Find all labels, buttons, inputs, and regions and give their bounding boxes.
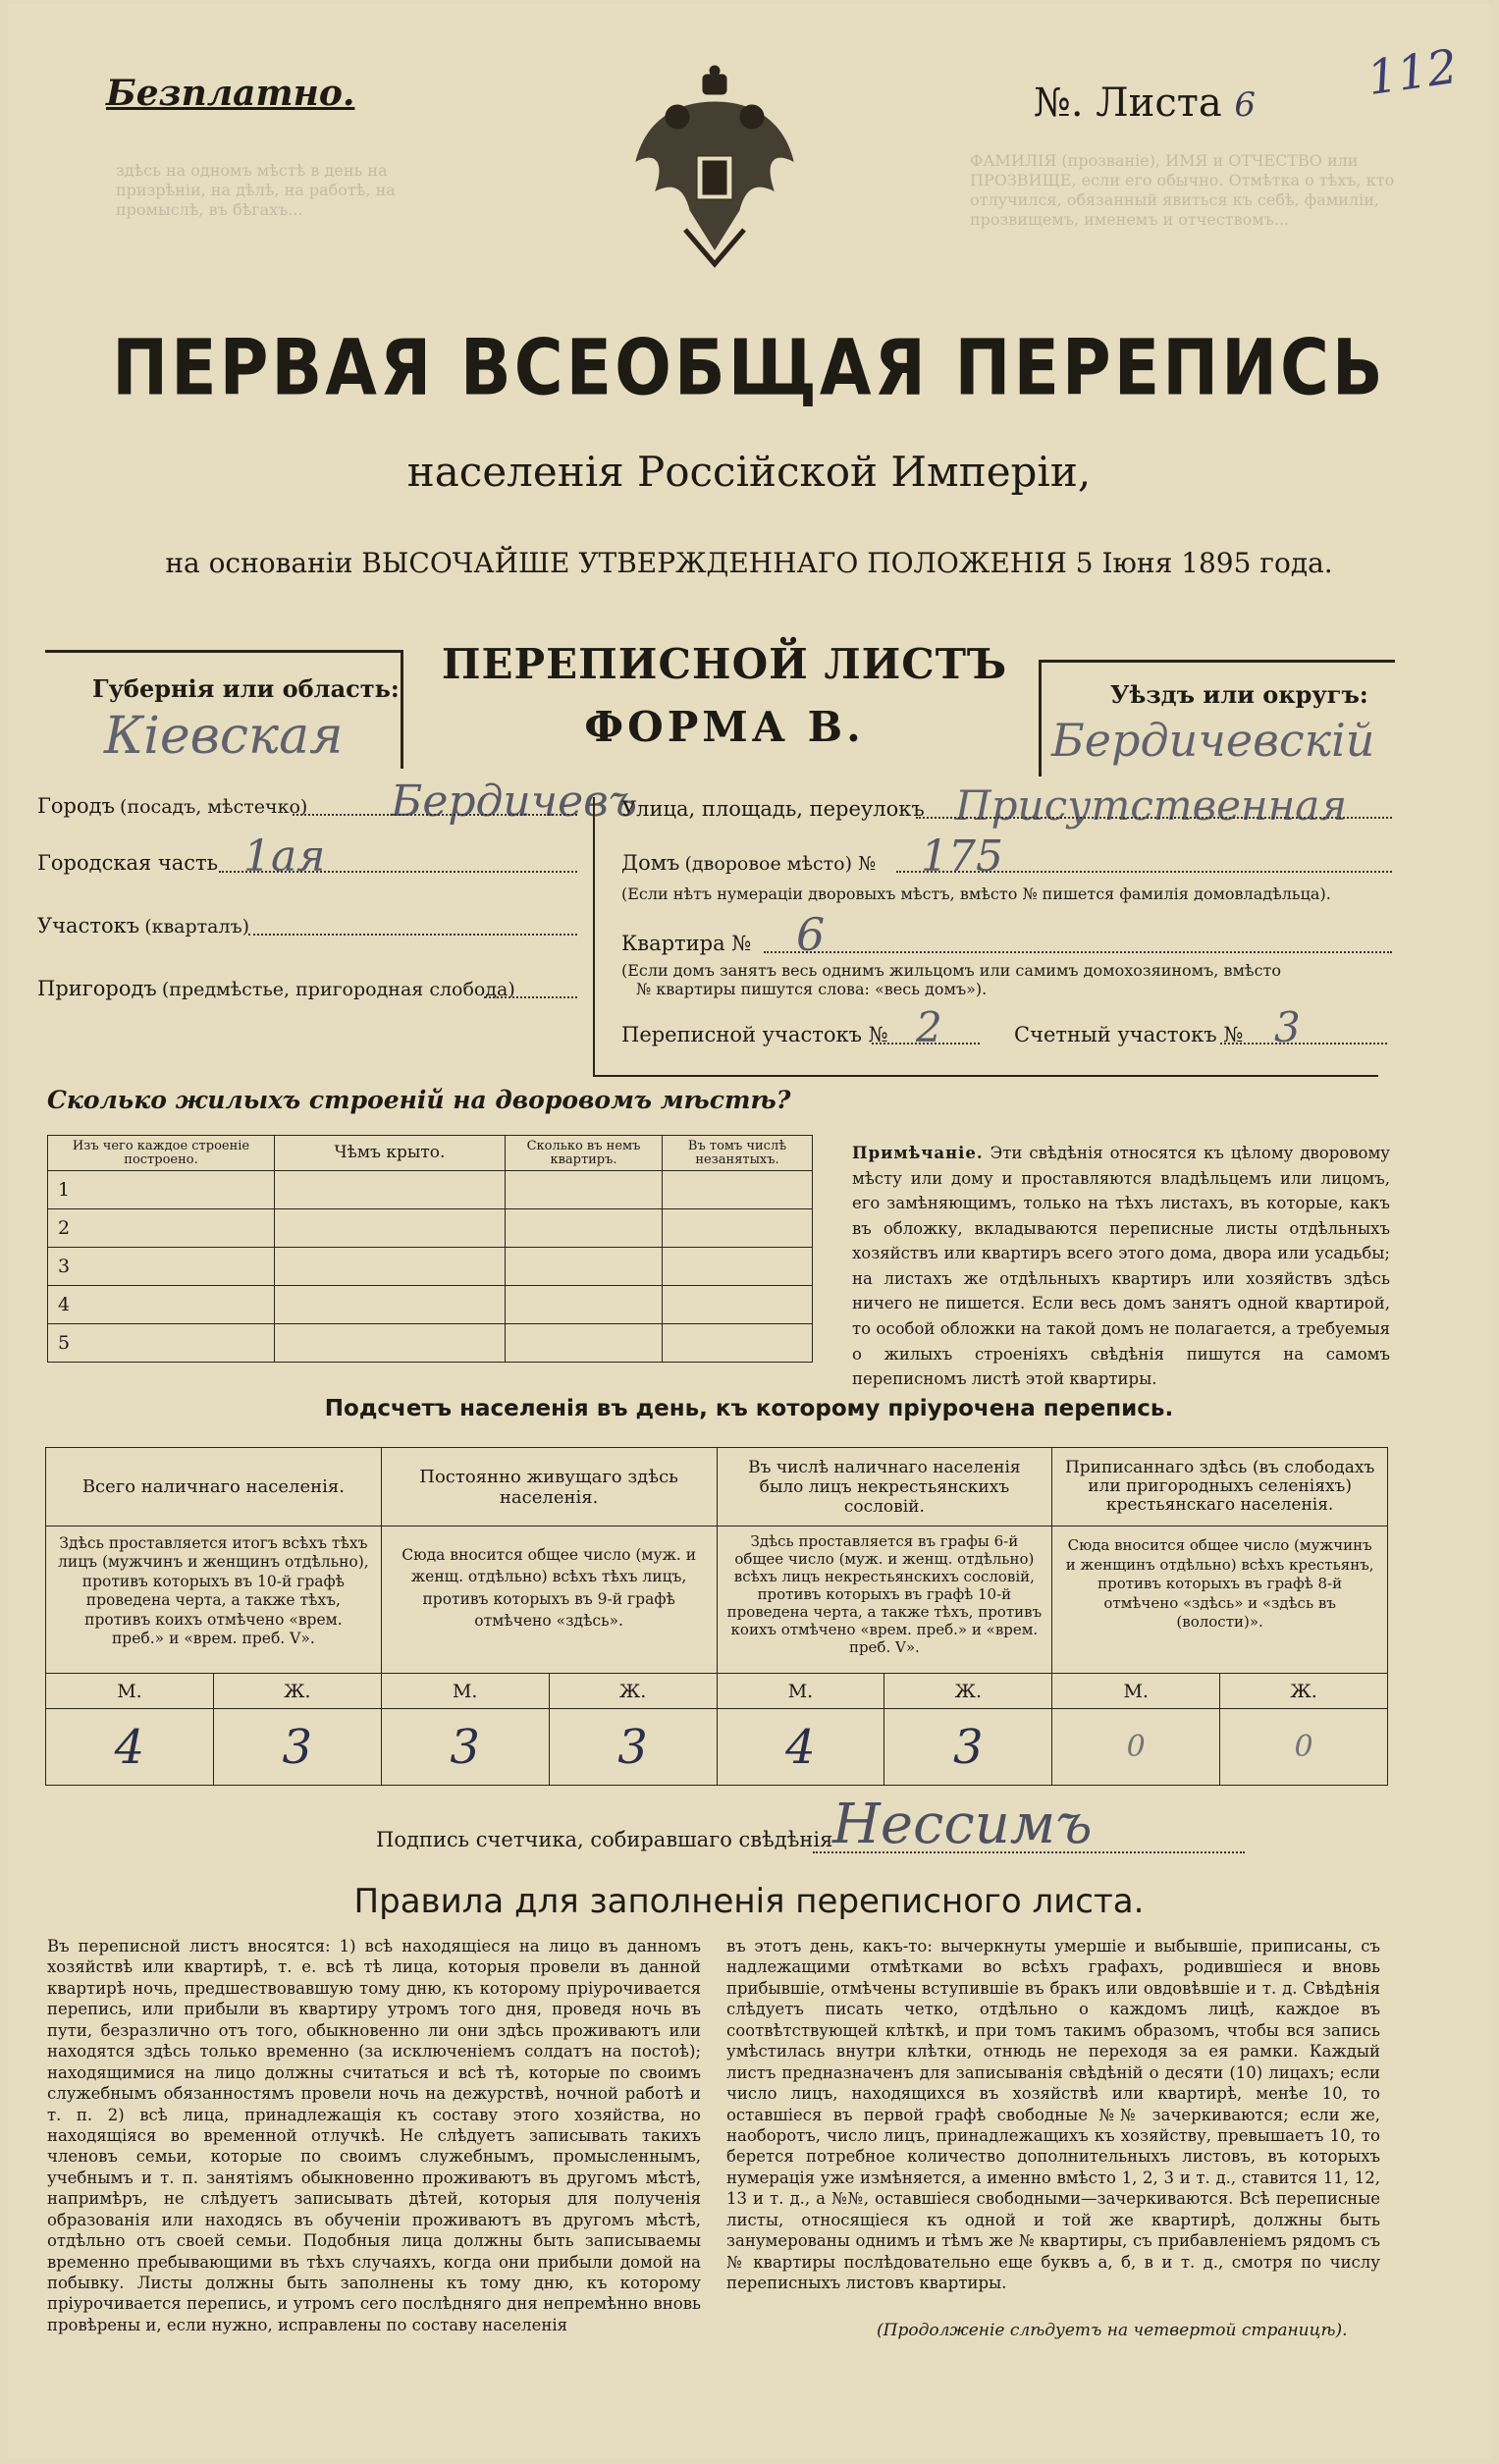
province-value: Кіевская: [104, 707, 344, 766]
archive-number: 112: [1364, 38, 1462, 107]
nonpeasant-male-value: 4: [717, 1709, 884, 1786]
address-divider: [593, 797, 595, 1075]
nonpeasant-female-value: 3: [884, 1709, 1052, 1786]
tally-title: Подсчетъ населенія въ день, къ которому пріурочена перепись.: [324, 1396, 1174, 1421]
subtitle: населенія Россійской Имперіи,: [406, 448, 1092, 496]
street-row: Улица, площадь, переулокъ Присутственная: [621, 797, 1392, 851]
buildings-question: Сколько жилыхъ строеній на дворовомъ мѣстѣ?: [47, 1086, 791, 1114]
basis-line: на основаніи ВЫСОЧАЙШЕ УТВЕРЖДЕННАГО ПОЛОЖЕНІЯ 5 Іюня 1895 года.: [165, 547, 1333, 579]
double-headed-eagle-icon: [616, 63, 813, 269]
district-value: Бердичевскій: [1051, 714, 1375, 767]
sheet-number-label: №. Листа 6: [1034, 80, 1257, 126]
bleed-through-text: ФАМИЛІЯ (прозваніе), ИМЯ и ОТЧЕСТВО или ПРОЗВИЩЕ, если его обычно. Отмѣтка о тѣхъ, кто отлучился, обязанный явиться къ себѣ, фамиліи, прозвищемъ, именемъ и отчествомъ...: [970, 151, 1395, 229]
peasant-female-value: 0: [1220, 1709, 1388, 1786]
house-note: (Если нѣтъ нумераціи дворовыхъ мѣстъ, вмѣсто № пишется фамилія домовладѣльца).: [621, 884, 1331, 903]
main-title: ПЕРВАЯ ВСЕОБЩАЯ ПЕРЕПИСЬ: [112, 324, 1386, 413]
form-label: ФОРМА В.: [584, 703, 865, 751]
sheet-number-value: 6: [1234, 85, 1257, 125]
signature-label: Подпись счетчика, собиравшаго свѣдѣнія: [376, 1828, 833, 1851]
buildings-table: Изъ чего каждое строеніе построено. Чѣмъ крыто. Сколько въ немъ квартиръ. Въ томъ числѣ незанятыхъ. 1 2 3 4 5: [47, 1135, 813, 1363]
total-female-value: 3: [213, 1709, 381, 1786]
sheet-title: ПЕРЕПИСНОЙ ЛИСТЪ: [441, 640, 1008, 688]
district-label: Уѣздъ или округъ:: [1110, 680, 1368, 709]
buildings-note: Примѣчаніе. Эти свѣдѣнія относятся къ цѣлому дворовому мѣсту или дому и проставляются владѣльцемъ или лицомъ, его замѣняющимъ, только на тѣхъ листахъ, въ которые, какъ въ обложку, вкладываются переписные листы отдѣльныхъ хозяйствъ или квартиръ всего этого дома, двора или усадьбы; на листахъ же отдѣльныхъ квартиръ или хозяйствъ здѣсь ничего не пишется. Если весь домъ занятъ одной квартирой, то особой обложки на такой домъ не полагается, а требуемыя о жилыхъ строеніяхъ свѣдѣнія пишутся на самомъ переписномъ листѣ этой квартиры.: [852, 1144, 1390, 1389]
census-area-row: Переписной участокъ № 2 Счетный участокъ № 3: [621, 1023, 1392, 1062]
apartment-row: Квартира № 6: [621, 932, 1392, 961]
bleed-through-text-left: здѣсь на одномъ мѣстѣ в день на призрѣніи, на дѣлѣ, на работѣ, на промыслѣ, въ бѣгахъ...: [116, 161, 396, 219]
tally-table: Всего наличнаго населенія. Постоянно живущаго здѣсь населенія. Въ числѣ наличнаго населенія было лицъ некрестьянскихъ сословій. Приписаннаго здѣсь (въ слободахъ или пригородныхъ селеніяхъ) крестьянскаго населенія. Здѣсь проставляется итогъ всѣхъ тѣхъ лицъ (мужчинъ и женщинъ отдѣльно), противъ которыхъ въ 10-й графѣ проведена черта, а также тѣхъ, противъ коихъ отмѣчено «врем. преб.» и «врем. преб. V». Сюда вносится общее число (муж. и женщ. отдѣльно) всѣхъ тѣхъ лицъ, противъ которыхъ въ 9-й графѣ отмѣчено «здѣсь». Здѣсь проставляется въ графы 6-й общее число (муж. и женщ. отдѣльно) всѣхъ лицъ некрестьянскихъ сословій, противъ которыхъ въ графѣ 10-й проведена черта, а также тѣхъ, противъ коихъ отмѣчено «врем. преб.» и «врем. преб. V». Сюда вносится общее число (мужчинъ и женщинъ отдѣльно) всѣхъ крестьянъ, противъ которыхъ въ графѣ 8-й отмѣчено «здѣсь» и «здѣсь въ (волости)». М. Ж. М. Ж. М. Ж. М. Ж. 4 3 3 3 4 3 0 0: [45, 1447, 1388, 1786]
address-bottom-line: [593, 1075, 1378, 1077]
city-row: Городъ (посадъ, мѣстечко) Бердичевъ: [37, 777, 638, 827]
free-label: Безплатно.: [106, 73, 355, 114]
resident-female-value: 3: [549, 1709, 717, 1786]
rules-left-column: Въ переписной листъ вносятся: 1) всѣ находящіеся на лицо въ данномъ хозяйствѣ или квартирѣ, т. е. всѣ тѣ лица, которыя провели въ данной квартирѣ ночь, предшествовавшую тому дню, къ которому пріурочивается перепись, или прибыли въ квартиру утромъ того дня, проведя ночь въ пути, безразлично отъ того, обыкновенно ли они здѣсь проживаютъ или находятся здѣсь только временно (за исключеніемъ солдатъ на постоѣ); находящимися на лицо должны считаться и всѣ тѣ, которые по своимъ служебнымъ обязанностямъ провели ночь на дежурствѣ, ночной работѣ и т. п. 2) всѣ лица, принадлежащія къ составу этого хозяйства, но находящіяся во временной отлучкѣ. Не слѣдуетъ записывать такихъ членовъ семьи, которые по своимъ служебнымъ, промысленнымъ, учебнымъ и т. п. занятіямъ обыкновенно проживаютъ въ другомъ мѣстѣ, напримѣръ, не слѣдуетъ записывать дѣтей, которыя для полученія образованія или находясь въ обученіи проживаютъ въ другомъ мѣстѣ, отдѣльно отъ своей семьи. Подобныя лица должны быть записываемы временно пребывающими въ тѣхъ случаяхъ, когда они прибыли домой на побывку. Листы должны быть заполнены къ тому дню, къ которому пріурочивается перепись, и утромъ сего послѣдняго дня непремѣнно вновь провѣрены и, если нужно, исправлены по составу населенія: [47, 1937, 701, 2334]
suburb-row: Пригородъ (предмѣстье, пригородная слобода): [37, 977, 577, 1026]
province-label: Губернія или область:: [92, 674, 400, 703]
address-right: [621, 781, 1392, 1062]
house-row: Домъ (дворовое мѣсто) № 175: [621, 851, 1392, 884]
city-part-row: Городская часть 1ая: [37, 851, 577, 914]
census-area-value: 2: [916, 1003, 942, 1051]
rules-continued: (Продолженіе слѣдуетъ на четвертой страницѣ).: [877, 2321, 1348, 2340]
section-row: Участокъ (кварталъ): [37, 914, 577, 977]
address-left: [37, 777, 638, 1026]
house-value: 175: [921, 831, 1003, 882]
enumerator-signature: Нессимъ: [832, 1793, 1093, 1856]
rules-title: Правила для заполненія переписного листа.: [353, 1882, 1145, 1921]
table-row: 2: [48, 1209, 813, 1248]
district-box: [1039, 660, 1395, 777]
province-box: [45, 650, 403, 769]
table-row: 4: [48, 1286, 813, 1324]
table-row: 3: [48, 1248, 813, 1286]
resident-male-value: 3: [381, 1709, 549, 1786]
total-male-value: 4: [46, 1709, 214, 1786]
peasant-male-value: 0: [1052, 1709, 1220, 1786]
table-row: 5: [48, 1324, 813, 1363]
census-sheet: [8, 4, 1490, 2458]
city-value: Бердичевъ: [391, 777, 638, 827]
street-value: Присутственная: [955, 781, 1348, 830]
city-part-value: 1ая: [243, 831, 326, 882]
apartment-note-2: № квартиры пишутся слова: «весь домъ»).: [636, 980, 988, 998]
table-row: 1: [48, 1171, 813, 1209]
count-area-value: 3: [1274, 1003, 1301, 1051]
apartment-value: 6: [796, 908, 826, 961]
rules-right-column: въ этотъ день, какъ-то: вычеркнуты умершіе и выбывшіе, приписаны, съ надлежащими отмѣтками во всѣхъ графахъ, родившіеся и вновь прибывшіе, отмѣчены вступившіе въ бракъ или овдовѣвшіе и т. д. Свѣдѣнія слѣдуетъ писать четко, отдѣльно о каждомъ лицѣ, каждое въ соотвѣтствующей клѣткѣ, и при томъ такимъ образомъ, чтобы вся запись умѣстилась внутри клѣтки, отнюдь не переходя за ея рамки. Каждый листъ предназначенъ для записыванія свѣдѣній о десяти (10) лицахъ; если число лицъ, находящихся въ хозяйствѣ или квартирѣ, менѣе 10, то оставшіеся въ первой графѣ свободные №№ зачеркиваются; если же, наоборотъ, число лицъ, принадлежащихъ къ хозяйству, превышаетъ 10, то берется потребное количество дополнительныхъ листовъ, въ которыхъ нумерація уже измѣняется, а именно вмѣсто 1, 2, 3 и т. д., ставится 11, 12, 13 и т. д., а №№, оставшіеся свободными—зачеркиваются. Всѣ переписные листы, относящіеся къ одной и той же квартирѣ, должны быть занумерованы однимъ и тѣмъ же № квартиры, съ прибавленіемъ рядомъ съ № квартиры послѣдовательно еще буквъ а, б, в и т. д., смотря по числу переписныхъ листовъ квартиры.: [726, 1937, 1380, 2292]
apartment-note-1: (Если домъ занятъ весь однимъ жильцомъ или самимъ домохозяиномъ, вмѣсто: [621, 961, 1282, 980]
